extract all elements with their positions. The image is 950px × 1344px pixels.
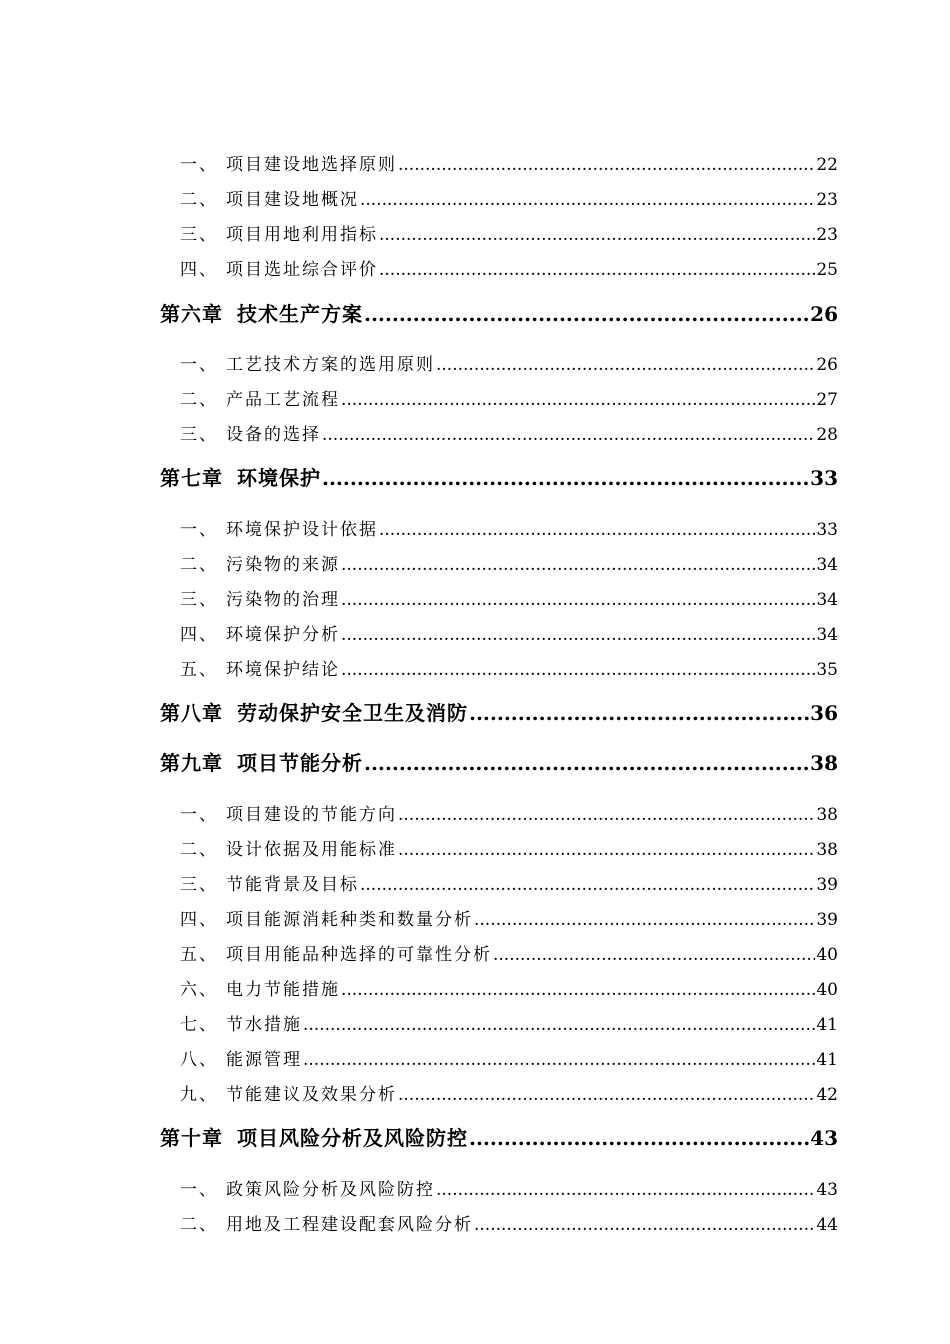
toc-leader-dots bbox=[474, 910, 815, 930]
toc-entry-number: 三、 bbox=[180, 875, 218, 895]
toc-section-entry[interactable] bbox=[180, 420, 838, 445]
toc-entry-number: 一、 bbox=[180, 155, 218, 175]
toc-entry-title: 设计依据及用能标准 bbox=[226, 840, 397, 860]
toc-entry-title: 用地及工程建设配套风险分析 bbox=[226, 1215, 473, 1235]
toc-leader-dots bbox=[322, 425, 815, 445]
toc-entry-title: 劳动保护安全卫生及消防 bbox=[237, 701, 468, 725]
toc-page-number: 38 bbox=[816, 805, 838, 825]
toc-section-entry[interactable] bbox=[180, 385, 838, 410]
toc-entry-number: 八、 bbox=[180, 1050, 218, 1070]
toc-section-entry[interactable] bbox=[180, 585, 838, 610]
toc-chapter-entry[interactable] bbox=[160, 1122, 838, 1151]
toc-page-number: 40 bbox=[816, 945, 838, 965]
toc-page-number: 39 bbox=[816, 910, 838, 930]
toc-entry-title: 产品工艺流程 bbox=[226, 390, 340, 410]
toc-page-number: 26 bbox=[816, 355, 838, 375]
toc-entry-title: 环境保护设计依据 bbox=[226, 520, 378, 540]
toc-entry-title: 设备的选择 bbox=[226, 425, 321, 445]
toc-page-number: 35 bbox=[816, 660, 838, 680]
toc-section-entry[interactable] bbox=[180, 185, 838, 210]
toc-leader-dots bbox=[379, 260, 815, 280]
toc-section-entry[interactable] bbox=[180, 800, 838, 825]
toc-leader-dots bbox=[398, 1085, 815, 1105]
toc-section-entry[interactable] bbox=[180, 870, 838, 895]
toc-entry-number: 三、 bbox=[180, 590, 218, 610]
toc-page-number: 44 bbox=[816, 1215, 838, 1235]
toc-leader-dots bbox=[436, 355, 815, 375]
toc-leader-dots bbox=[360, 190, 815, 210]
toc-entry-title: 项目建设的节能方向 bbox=[226, 805, 397, 825]
toc-entry-title: 项目用地利用指标 bbox=[226, 225, 378, 245]
toc-entry-number: 二、 bbox=[180, 190, 218, 210]
toc-entry-number: 四、 bbox=[180, 910, 218, 930]
toc-page-number: 25 bbox=[816, 260, 838, 280]
toc-entry-title: 项目建设地选择原则 bbox=[226, 155, 397, 175]
toc-page-number: 33 bbox=[810, 466, 838, 490]
toc-page-number: 26 bbox=[810, 302, 838, 326]
toc-chapter-entry[interactable] bbox=[160, 697, 838, 726]
toc-section-entry[interactable] bbox=[180, 220, 838, 245]
toc-leader-dots bbox=[398, 805, 815, 825]
toc-chapter-entry[interactable] bbox=[160, 298, 838, 327]
toc-entry-number: 一、 bbox=[180, 805, 218, 825]
toc-page-number: 27 bbox=[816, 390, 838, 410]
toc-entry-title: 工艺技术方案的选用原则 bbox=[226, 355, 435, 375]
toc-page-number: 40 bbox=[816, 980, 838, 1000]
toc-leader-dots bbox=[341, 980, 815, 1000]
toc-entry-title: 项目建设地概况 bbox=[226, 190, 359, 210]
toc-entry-title: 项目风险分析及风险防控 bbox=[237, 1126, 468, 1150]
toc-leader-dots bbox=[398, 840, 815, 860]
toc-leader-dots bbox=[341, 590, 815, 610]
toc-page-number: 42 bbox=[816, 1085, 838, 1105]
toc-page-number: 43 bbox=[810, 1126, 838, 1150]
toc-entry-title: 项目用能品种选择的可靠性分析 bbox=[226, 945, 492, 965]
toc-leader-dots bbox=[341, 390, 815, 410]
toc-entry-number: 二、 bbox=[180, 840, 218, 860]
toc-section-entry[interactable] bbox=[180, 1045, 838, 1070]
toc-leader-dots bbox=[493, 945, 815, 965]
toc-section-entry[interactable] bbox=[180, 1080, 838, 1105]
toc-entry-number: 第九章 bbox=[160, 751, 223, 775]
toc-section-entry[interactable] bbox=[180, 1010, 838, 1035]
toc-entry-number: 一、 bbox=[180, 520, 218, 540]
toc-entry-number: 第十章 bbox=[160, 1126, 223, 1150]
toc-leader-dots bbox=[398, 155, 815, 175]
toc-entry-number: 第七章 bbox=[160, 466, 223, 490]
toc-page-number: 41 bbox=[816, 1050, 838, 1070]
toc-entry-title: 环境保护分析 bbox=[226, 625, 340, 645]
toc-leader-dots bbox=[364, 302, 809, 326]
toc-page-number: 34 bbox=[816, 555, 838, 575]
toc-section-entry[interactable] bbox=[180, 1175, 838, 1200]
toc-page-number: 38 bbox=[816, 840, 838, 860]
toc-entry-title: 污染物的来源 bbox=[226, 555, 340, 575]
toc-entry-number: 三、 bbox=[180, 225, 218, 245]
toc-section-entry[interactable] bbox=[180, 905, 838, 930]
toc-entry-title: 电力节能措施 bbox=[226, 980, 340, 1000]
toc-entry-number: 二、 bbox=[180, 555, 218, 575]
toc-section-entry[interactable] bbox=[180, 550, 838, 575]
toc-page-number: 23 bbox=[816, 225, 838, 245]
toc-leader-dots bbox=[322, 466, 809, 490]
toc-entry-number: 三、 bbox=[180, 425, 218, 445]
toc-entry-number: 七、 bbox=[180, 1015, 218, 1035]
toc-section-entry[interactable] bbox=[180, 975, 838, 1000]
toc-section-entry[interactable] bbox=[180, 940, 838, 965]
toc-leader-dots bbox=[474, 1215, 815, 1235]
toc-entry-title: 环境保护 bbox=[237, 466, 321, 490]
toc-page-number: 43 bbox=[816, 1180, 838, 1200]
toc-section-entry[interactable] bbox=[180, 255, 838, 280]
toc-entry-title: 项目能源消耗种类和数量分析 bbox=[226, 910, 473, 930]
toc-entry-number: 二、 bbox=[180, 1215, 218, 1235]
toc-entry-title: 节能背景及目标 bbox=[226, 875, 359, 895]
toc-page-number: 39 bbox=[816, 875, 838, 895]
toc-entry-title: 环境保护结论 bbox=[226, 660, 340, 680]
toc-leader-dots bbox=[379, 520, 815, 540]
toc-section-entry[interactable] bbox=[180, 350, 838, 375]
toc-entry-title: 污染物的治理 bbox=[226, 590, 340, 610]
toc-entry-number: 一、 bbox=[180, 1180, 218, 1200]
toc-entry-title: 节水措施 bbox=[226, 1015, 302, 1035]
toc-chapter-entry[interactable] bbox=[160, 747, 838, 776]
toc-entry-number: 四、 bbox=[180, 625, 218, 645]
toc-leader-dots bbox=[303, 1050, 815, 1070]
toc-entry-title: 项目选址综合评价 bbox=[226, 260, 378, 280]
toc-entry-number: 九、 bbox=[180, 1085, 218, 1105]
toc-entry-number: 五、 bbox=[180, 660, 218, 680]
toc-page-number: 33 bbox=[816, 520, 838, 540]
toc-leader-dots bbox=[341, 660, 815, 680]
toc-leader-dots bbox=[303, 1015, 815, 1035]
toc-entry-number: 一、 bbox=[180, 355, 218, 375]
toc-page-number: 38 bbox=[810, 751, 838, 775]
toc-page-number: 28 bbox=[816, 425, 838, 445]
toc-entry-title: 节能建议及效果分析 bbox=[226, 1085, 397, 1105]
toc-page-number: 41 bbox=[816, 1015, 838, 1035]
toc-entry-number: 六、 bbox=[180, 980, 218, 1000]
toc-entry-title: 能源管理 bbox=[226, 1050, 302, 1070]
toc-chapter-entry[interactable] bbox=[160, 462, 838, 491]
toc-section-entry[interactable] bbox=[180, 515, 838, 540]
toc-leader-dots bbox=[364, 751, 809, 775]
toc-leader-dots bbox=[469, 1126, 809, 1150]
toc-section-entry[interactable] bbox=[180, 1210, 838, 1235]
toc-entry-number: 二、 bbox=[180, 390, 218, 410]
toc-page-number: 22 bbox=[816, 155, 838, 175]
toc-section-entry[interactable] bbox=[180, 835, 838, 860]
toc-entry-number: 第六章 bbox=[160, 302, 223, 326]
toc-leader-dots bbox=[360, 875, 815, 895]
toc-leader-dots bbox=[436, 1180, 815, 1200]
toc-page-number: 34 bbox=[816, 590, 838, 610]
toc-entry-title: 项目节能分析 bbox=[237, 751, 363, 775]
toc-section-entry[interactable] bbox=[180, 620, 838, 645]
toc-section-entry[interactable] bbox=[180, 655, 838, 680]
toc-entry-number: 四、 bbox=[180, 260, 218, 280]
toc-page-number: 34 bbox=[816, 625, 838, 645]
toc-page-number: 23 bbox=[816, 190, 838, 210]
toc-leader-dots bbox=[341, 555, 815, 575]
toc-leader-dots bbox=[341, 625, 815, 645]
toc-entry-number: 五、 bbox=[180, 945, 218, 965]
toc-leader-dots bbox=[469, 701, 809, 725]
toc-entry-number: 第八章 bbox=[160, 701, 223, 725]
toc-entry-title: 技术生产方案 bbox=[237, 302, 363, 326]
toc-page-number: 36 bbox=[810, 701, 838, 725]
toc-leader-dots bbox=[379, 225, 815, 245]
toc-section-entry[interactable] bbox=[180, 150, 838, 175]
toc-entry-title: 政策风险分析及风险防控 bbox=[226, 1180, 435, 1200]
